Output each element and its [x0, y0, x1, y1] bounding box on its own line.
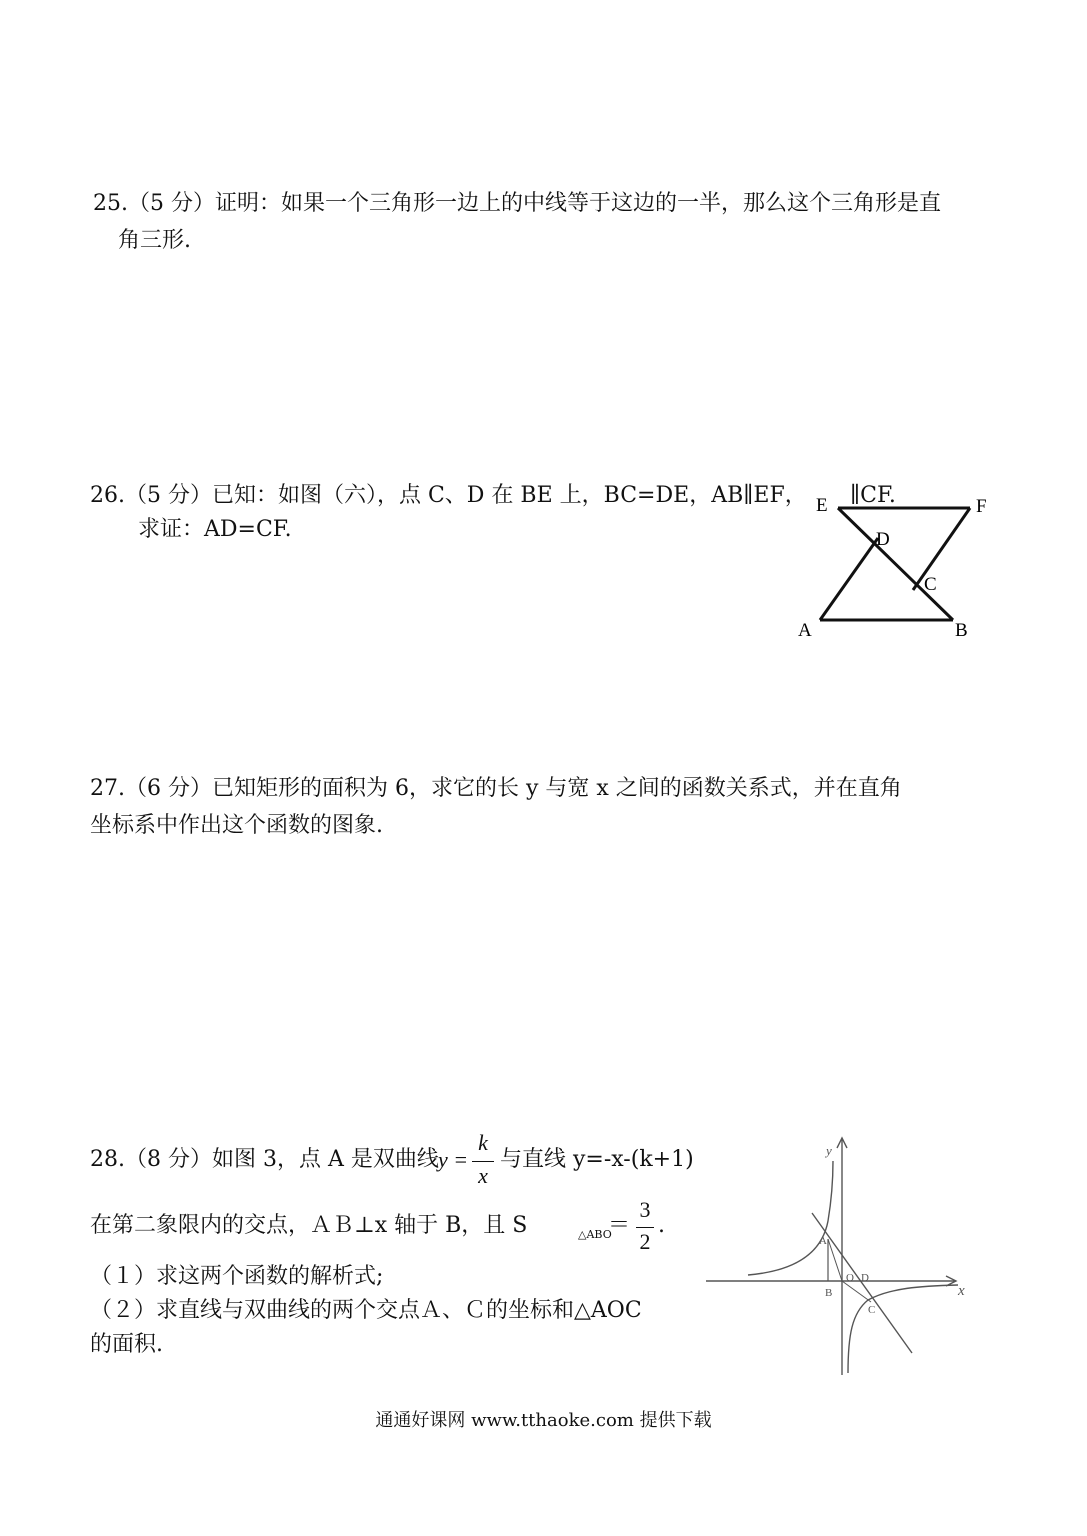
q28-line1-pre: 28.（8 分）如图 3，点 A 是双曲线	[90, 1147, 439, 1172]
fraction-bar	[636, 1227, 654, 1228]
frac-numerator: k	[478, 1130, 488, 1155]
q27-line1: 27.（6 分）已知矩形的面积为 6，求它的长 y 与宽 x 之间的函数关系式，并在直角	[90, 776, 902, 801]
q28-line2-sub: △ABO	[578, 1228, 612, 1241]
q28-area-fraction	[636, 1197, 654, 1261]
q28-line2-end: .	[658, 1213, 665, 1238]
label-c: C	[868, 1304, 876, 1316]
hyperbola-branch-4	[848, 1285, 958, 1373]
q25-line2: 角三形.	[118, 228, 191, 253]
label-e: E	[816, 495, 828, 516]
q25-line1: 25.（5 分）证明：如果一个三角形一边上的中线等于这边的一半，那么这个三角形是直	[93, 191, 941, 216]
footer-source: 通通好课网 www.tthaoke.com 提供下载	[375, 1410, 712, 1431]
label-x: x	[958, 1283, 965, 1299]
frac-denominator: x	[478, 1163, 488, 1188]
q28-line1-post: 与直线 y=-x-(k+1)	[500, 1147, 694, 1172]
label-b: B	[955, 620, 968, 641]
label-c: C	[924, 574, 937, 595]
q28-eq-y: y =	[438, 1147, 469, 1172]
hyperbola-branch-2	[748, 1161, 833, 1275]
q26-figure	[790, 490, 1005, 650]
fraction-bar	[472, 1161, 494, 1162]
q28-part2b: 的面积.	[90, 1332, 163, 1357]
q28-figure	[700, 1135, 980, 1380]
q26-line1-tail: ∥CF.	[850, 483, 896, 508]
label-f: F	[976, 496, 987, 517]
q28-line2-pre: 在第二象限内的交点，ＡＢ⊥x 轴于 B，且 S	[90, 1213, 528, 1238]
segment-eb	[838, 508, 953, 620]
label-d: D	[876, 529, 890, 550]
segment-oc	[842, 1281, 871, 1302]
q28-part2: （２）求直线与双曲线的两个交点Ａ、Ｃ的坐标和△AOC	[90, 1298, 642, 1323]
q27-line2: 坐标系中作出这个函数的图象.	[90, 813, 383, 838]
label-y: y	[826, 1143, 832, 1158]
q28-fraction-k-over-x	[472, 1130, 494, 1194]
q26-line1: 26.（5 分）已知：如图（六），点 C、D 在 BE 上，BC=DE，AB∥EF，	[90, 483, 807, 508]
label-a: A	[798, 620, 812, 641]
q28-part1: （１）求这两个函数的解析式;	[90, 1264, 384, 1289]
segment-ad	[820, 538, 878, 620]
label-d: D	[861, 1272, 869, 1284]
label-o: O	[846, 1272, 854, 1284]
segment-fc	[913, 508, 970, 590]
area-denominator: 2	[639, 1229, 651, 1254]
q28-line2-eq: ＝	[608, 1213, 631, 1238]
q26-line2: 求证：AD=CF.	[138, 517, 292, 542]
label-a: A	[819, 1235, 827, 1247]
label-b: B	[825, 1287, 833, 1299]
area-numerator: 3	[639, 1197, 651, 1222]
